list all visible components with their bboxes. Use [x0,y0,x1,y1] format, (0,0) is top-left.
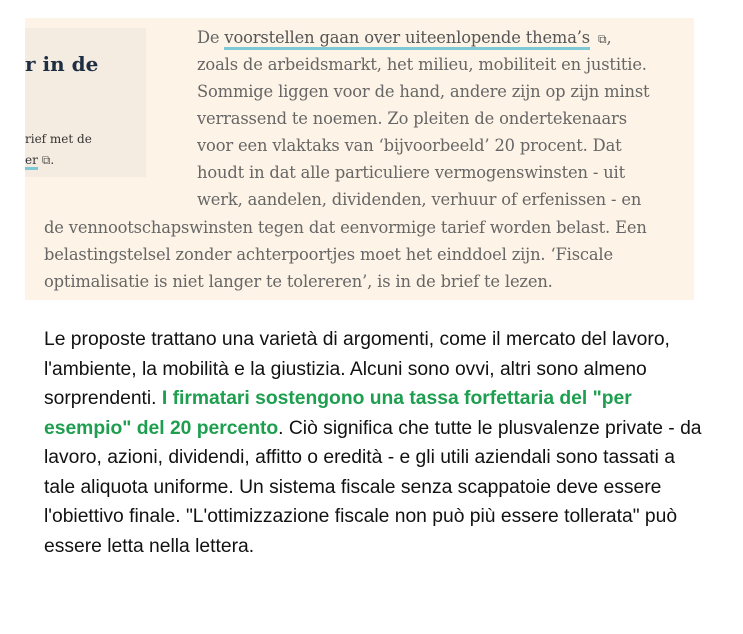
translation-part2: . Ciò significa che tutte le plusvalenze private - da lavoro, azioni, dividendi, affitto o eredità - e gli utili aziendali sono tassati a tale aliquota uniforme. Un sistema fiscale senza scappatoie deve essere l'obiettivo finale. "L'ottimizzazione fiscale non può più essere tollerata" può essere letta nella lettera. [44,417,702,557]
article-line: voor een vlaktaks van ‘bijvoorbeeld’ 20 procent. Dat [197,136,622,155]
sidebar-link[interactable]: er [25,153,38,170]
article-excerpt [25,18,694,300]
sidebar-box [25,28,146,177]
article-line: verrassend te noemen. Zo pleiten de ondertekenaars [197,109,627,128]
sidebar-text [25,129,92,171]
article-line: zoals de arbeidsmarkt, het milieu, mobiliteit en justitie. [197,55,647,74]
translation-highlight: I firmatari sostengono una tassa forfettaria del "per esempio" del 20 percento [44,388,632,439]
link-prefix: De [197,28,225,47]
italian-translation [44,325,704,561]
sidebar-title: r in de [25,52,99,76]
article-line: belastingstelsel zonder achterpoortjes moet het einddoel zijn. ‘Fiscale [44,245,613,264]
translation-part1: Le proposte trattano una varietà di argomenti, come il mercato del lavoro, l'ambiente, la mobilità e la giustizia. Alcuni sono ovvi, altri sono almeno sorprendenti. [44,329,670,409]
article-line-1 [197,28,611,47]
external-link-icon[interactable]: ⧉ [598,32,607,46]
article-line: de vennootschapswinsten tegen dat eenvormige tarief worden belast. Een [44,218,647,237]
sidebar-text-line1: rief met de [25,132,92,146]
external-link-icon[interactable]: ⧉ [41,153,51,167]
article-link[interactable]: voorstellen gaan over uiteenlopende thema’s [224,28,590,50]
article-line: houdt in dat alle particuliere vermogenswinsten - uit [197,163,626,182]
sidebar-text-suffix: . [50,153,55,167]
article-line: optimalisatie is niet langer te tolereren’, is in de brief te lezen. [44,272,553,291]
article-line: Sommige liggen voor de hand, andere zijn op zijn minst [197,82,650,101]
link-suffix: , [606,28,612,47]
article-line: werk, aandelen, dividenden, verhuur of erfenissen - en [197,190,642,209]
